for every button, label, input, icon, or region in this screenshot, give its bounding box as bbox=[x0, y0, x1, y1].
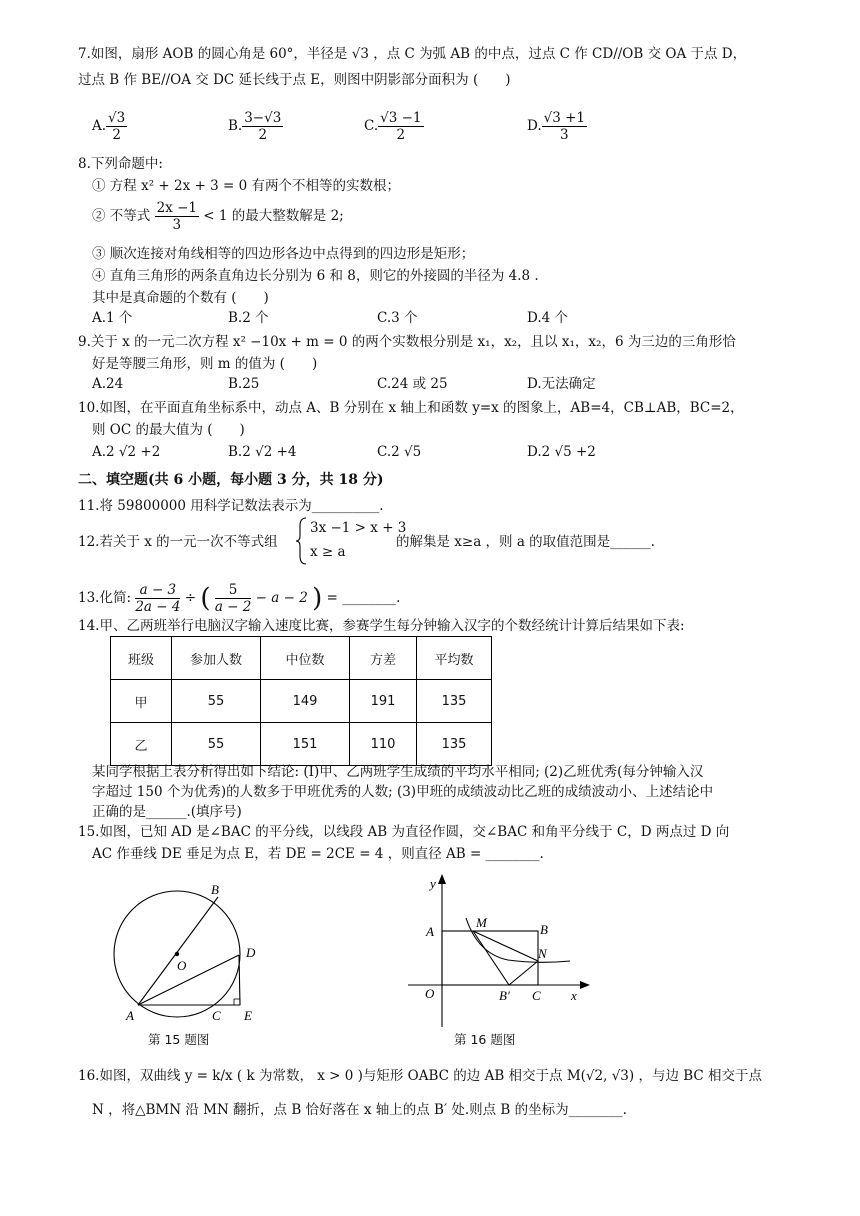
q7-line2: 过点 B 作 BE//OA 交 DC 延长线于点 E，则图中阴影部分面积为 ( ) bbox=[78, 72, 511, 88]
table-cell: 甲 bbox=[111, 680, 172, 723]
table-header: 方差 bbox=[350, 637, 417, 680]
fig15-label: D bbox=[246, 945, 256, 960]
q10-option-c: C.2 √5 bbox=[377, 444, 422, 460]
q12-pre: 12.若关于 x 的一元一次不等式组 bbox=[78, 534, 278, 550]
table-cell: 55 bbox=[172, 723, 261, 766]
table-cell: 135 bbox=[417, 680, 492, 723]
q9-option-d: D.无法确定 bbox=[527, 376, 596, 392]
q8-question: 其中是真命题的个数有 ( ) bbox=[92, 290, 269, 306]
q7-option-c: C. $\frac{√3 -1}{2}$ bbox=[364, 110, 422, 143]
q8-option-d: D.4 个 bbox=[527, 310, 569, 326]
table-header-row bbox=[111, 637, 492, 680]
table-cell: 110 bbox=[350, 723, 417, 766]
table-header: 班级 bbox=[111, 637, 172, 680]
fig16-label: C bbox=[532, 988, 541, 1003]
q7-option-b: B. $\frac{3-√3}{2}$ bbox=[228, 110, 282, 143]
q8-option-a: A.1 个 bbox=[92, 310, 133, 326]
q16-line1: 16.如图，双曲线 y = k/x ( k 为常数， x > 0 )与矩形 OABC 的边 AB 相交于点 M(√2, √3) ，与边 BC 相交于点 bbox=[78, 1068, 763, 1084]
q8-item1: ① 方程 x² + 2x + 3 = 0 有两个不相等的实数根； bbox=[92, 178, 400, 194]
q9-option-c: C.24 或 25 bbox=[377, 376, 448, 392]
q9-option-b: B.25 bbox=[228, 376, 260, 392]
figure-15 bbox=[100, 880, 270, 1025]
table-cell: 149 bbox=[261, 680, 350, 723]
q10-option-a: A.2 √2 +2 bbox=[92, 444, 161, 460]
fig16-label: B′ bbox=[499, 988, 510, 1003]
q14-after3: 正确的是______.(填序号) bbox=[92, 804, 242, 820]
q14-after2: 字超过 150 个为优秀)的人数多于甲班优秀的人数; (3)甲班的成绩波动比乙班的成绩波动小、上述结论中 bbox=[92, 784, 714, 800]
table-header: 参加人数 bbox=[172, 637, 261, 680]
fig15-label: A bbox=[126, 1008, 134, 1023]
fig15-label: O bbox=[177, 958, 187, 973]
q8-stem: 8.下列命题中: bbox=[78, 156, 163, 172]
table-cell: 151 bbox=[261, 723, 350, 766]
q16-line2: N ，将△BMN 沿 MN 翻折，点 B 恰好落在 x 轴上的点 B′ 处.则点 B 的坐标为________. bbox=[92, 1102, 627, 1118]
table-row bbox=[111, 723, 492, 766]
fig16-label: B bbox=[540, 922, 548, 937]
fig16-label: N bbox=[538, 946, 547, 961]
table-cell: 135 bbox=[417, 723, 492, 766]
q10-line2: 则 OC 的最大值为 ( ) bbox=[92, 422, 245, 438]
q15-line1: 15.如图，已知 AD 是∠BAC 的平分线，以线段 AB 为直径作圆，交∠BAC 和角平分线于 C，D 两点过 D 向 bbox=[78, 824, 730, 840]
fig16-label: A bbox=[426, 924, 434, 939]
table-cell: 乙 bbox=[111, 723, 172, 766]
table-cell: 55 bbox=[172, 680, 261, 723]
q8-option-b: B.2 个 bbox=[228, 310, 269, 326]
fig16-label: M bbox=[476, 915, 487, 930]
fig16-label: O bbox=[425, 986, 435, 1001]
fig16-caption: 第 16 题图 bbox=[454, 1032, 516, 1047]
q10-line1: 10.如图，在平面直角坐标系中，动点 A、B 分别在 x 轴上和函数 y=x 的图象上，AB=4，CB⊥AB，BC=2， bbox=[78, 400, 744, 416]
q10-option-b: B.2 √2 +4 bbox=[228, 444, 297, 460]
q11: 11.将 59800000 用科学记数法表示为__________. bbox=[78, 498, 384, 514]
q9-option-a: A.24 bbox=[92, 376, 124, 392]
q7-option-d: D. $\frac{√3 +1}{3}$ bbox=[527, 110, 586, 143]
q10-option-d: D.2 √5 +2 bbox=[527, 444, 596, 460]
q8-item4: ④ 直角三角形的两条直角边长分别为 6 和 8，则它的外接圆的半径为 4.8 . bbox=[92, 268, 539, 284]
fig15-label: B bbox=[211, 882, 219, 897]
q15-line2: AC 作垂线 DE 垂足为点 E，若 DE = 2CE = 4 ，则直径 AB = ________. bbox=[92, 846, 544, 862]
table-header: 平均数 bbox=[417, 637, 492, 680]
q13: 13.化简: $\frac{a - 3}{2a - 4}$ ÷ ( $\frac{5}{a - 2}$ − a − 2 ) = ________. bbox=[78, 582, 401, 615]
q8-item2: ② 不等式 $\frac{2x -1}{3}$ < 1 的最大整数解是 2; bbox=[92, 200, 344, 233]
q14-stem: 14.甲、乙两班举行电脑汉字输入速度比赛，参赛学生每分钟输入汉字的个数经统计计算后结果如下表: bbox=[78, 618, 685, 634]
q8-item3: ③ 顺次连接对角线相等的四边形各边中点得到的四边形是矩形； bbox=[92, 246, 475, 262]
q8-option-c: C.3 个 bbox=[377, 310, 418, 326]
table-header: 中位数 bbox=[261, 637, 350, 680]
q12-system: 3x −1 > x + 3 x ≥ a bbox=[296, 516, 388, 566]
fig16-label: y bbox=[430, 876, 436, 891]
table-row bbox=[111, 680, 492, 723]
table-cell: 191 bbox=[350, 680, 417, 723]
result-table bbox=[110, 636, 492, 766]
q9-line1: 9.关于 x 的一元二次方程 x² −10x + m = 0 的两个实数根分别是 x₁，x₂，且以 x₁，x₂，6 为三边的三角形恰 bbox=[78, 334, 736, 350]
fig15-caption: 第 15 题图 bbox=[148, 1032, 210, 1047]
q7-line1: 7.如图，扇形 AOB 的圆心角是 60°，半径是 √3 ，点 C 为弧 AB 的中点，过点 C 作 CD//OB 交 OA 于点 D， bbox=[78, 46, 747, 62]
fig16-label: x bbox=[571, 988, 577, 1003]
fig15-label: E bbox=[244, 1008, 252, 1023]
section-heading: 二、填空题(共 6 小题，每小题 3 分，共 18 分) bbox=[78, 472, 384, 488]
q7-option-a: A. $\frac{√3}{2}$ bbox=[92, 110, 126, 143]
q9-line2: 好是等腰三角形，则 m 的值为 ( ) bbox=[92, 356, 318, 372]
figure-16 bbox=[408, 872, 598, 1032]
fig15-label: C bbox=[212, 1008, 221, 1023]
q12-post: 的解集是 x≥a ，则 a 的取值范围是______. bbox=[396, 534, 655, 550]
q14-after1: 某同学根据上表分析得出如下结论: (I)甲、乙两班学生成绩的平均水平相同; (2)乙班优秀(每分钟输入汉 bbox=[92, 764, 704, 780]
